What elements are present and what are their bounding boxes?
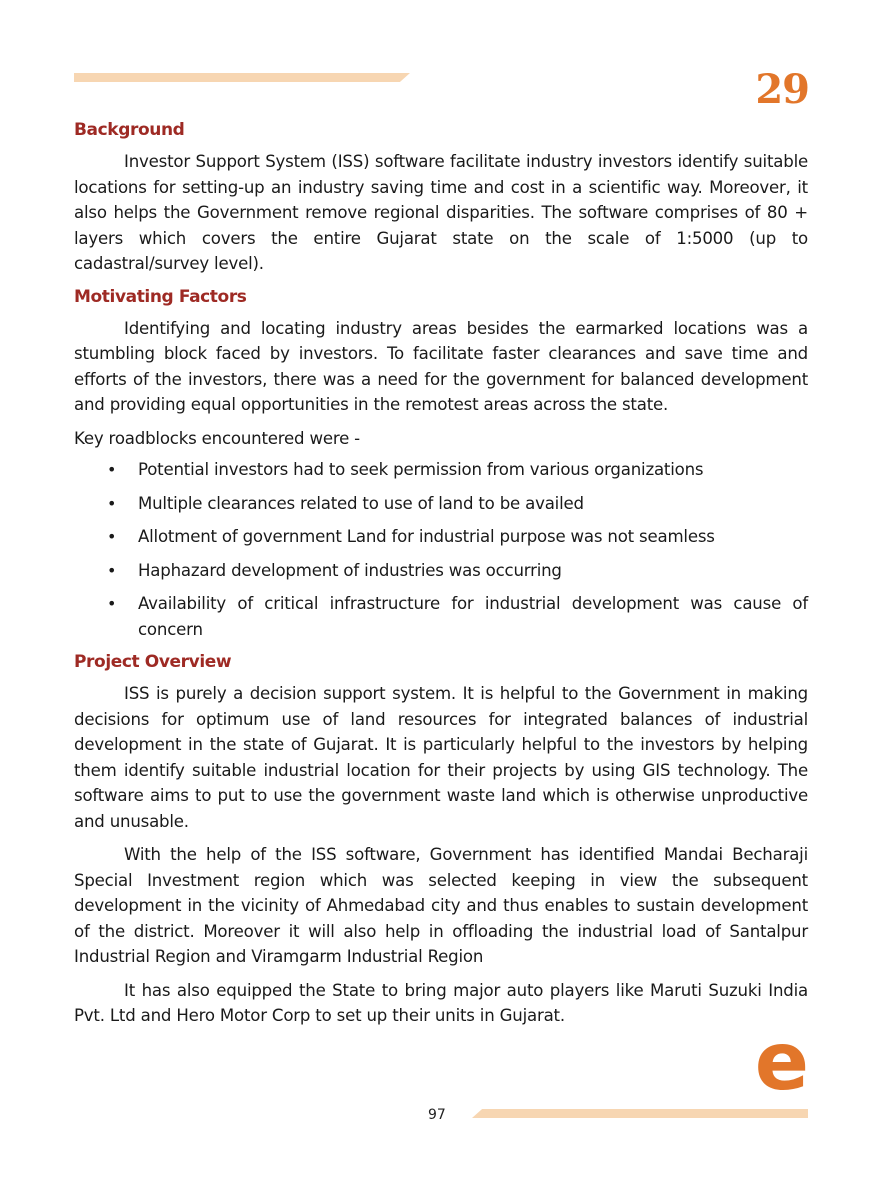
list-item-text: Allotment of government Land for industrial purpose was not seamless bbox=[138, 527, 715, 546]
list-item-text: Multiple clearances related to use of land to be availed bbox=[138, 493, 584, 513]
list-item-text: Availability of critical infrastructure for industrial development was cause of concern bbox=[138, 594, 808, 639]
chapter-number: 29 bbox=[755, 66, 809, 113]
key-roadblocks-intro: Key roadblocks encountered were - bbox=[74, 428, 360, 448]
roadblocks-list bbox=[74, 457, 808, 642]
motivating-factors-heading: Motivating Factors bbox=[74, 286, 247, 307]
list-item bbox=[74, 558, 808, 584]
bullet-icon: • bbox=[107, 560, 117, 580]
motivating-factors-paragraph: Identifying and locating industry areas besides the earmarked locations was a stumbling block faced by investors. To facilitate faster clearances and save time and efforts of the investors, there was a need for the government for balanced development and providing equal opportunities in the remotest areas across the state. bbox=[74, 318, 808, 414]
bullet-icon: • bbox=[107, 527, 117, 546]
footer-decorative-bar bbox=[472, 1109, 808, 1118]
overview-paragraph: With the help of the ISS software, Government has identified Mandai Becharaji Special Investment region which was selected keeping in view the subsequent development in the vicinity of Ahmedabad city and thus enables to sustain development of the district. Moreover it will also help in offloading the industrial load of Santalpur Industrial Region and Viramgarm Industrial Region bbox=[74, 845, 808, 966]
bullet-icon: • bbox=[107, 594, 117, 613]
project-overview-heading: Project Overview bbox=[74, 652, 232, 672]
bullet-icon: • bbox=[107, 460, 117, 479]
list-item-text: Haphazard development of industries was occurring bbox=[138, 560, 562, 580]
list-item bbox=[74, 491, 808, 517]
background-heading: Background bbox=[74, 120, 185, 140]
list-item-text: Potential investors had to seek permission from various organizations bbox=[138, 460, 704, 479]
header-decorative-bar bbox=[74, 73, 410, 82]
e-logo-icon: e bbox=[754, 1015, 809, 1108]
page-number: 97 bbox=[428, 1107, 446, 1123]
background-paragraph: Investor Support System (ISS) software facilitate industry investors identify suitable locations for setting-up an industry saving time and cost in a scientific way. Moreover, it also helps the Government remove regional disparities. The software comprises of 80 + layers which covers the entire Gujarat state on the scale of 1:5000 (up to cadastral/survey level). bbox=[74, 152, 808, 273]
overview-paragraph: It has also equipped the State to bring major auto players like Maruti Suzuki India Pvt. Ltd and Hero Motor Corp to set up their units in Gujarat. bbox=[74, 980, 808, 1025]
bullet-icon: • bbox=[107, 493, 117, 513]
overview-paragraph: ISS is purely a decision support system. It is helpful to the Government in making decisions for optimum use of land resources for integrated balances of industrial development in the state of Gujarat. It is particularly helpful to the investors by helping them identify suitable industrial location for their projects by using GIS technology. The software aims to put to use the government waste land which is otherwise unproductive and unusable. bbox=[74, 684, 808, 831]
list-item bbox=[74, 591, 808, 642]
page-content bbox=[74, 118, 808, 1037]
list-item bbox=[74, 457, 808, 483]
list-item bbox=[74, 524, 808, 550]
